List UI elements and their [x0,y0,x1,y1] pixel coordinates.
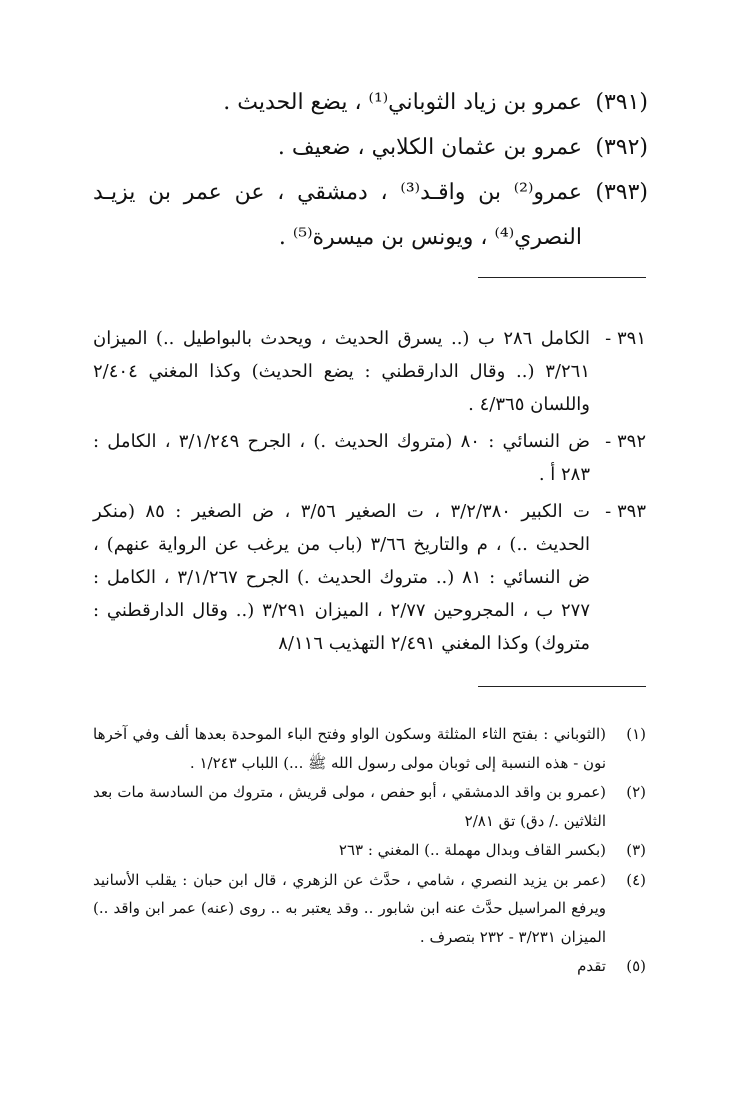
footnote-number: (٥) [626,957,646,975]
footnote-text: تقدم [577,957,606,975]
reference-392 [93,425,646,491]
reference-text: الكامل ٢٨٦ ب (.. يسرق الحديث ، ويحدث بالبواطيل ..) الميزان ٣/٢٦١ (.. وقال الدارقطني : يضع الحديث) وكذا المغني ٢/٤٠٤ واللسان ٤/٣٦٥ . [93,328,590,415]
footnote-text: (عمر بن يزيد النصري ، شامي ، حدَّث عن الزهري ، قال ابن حبان : يقلب الأسانيد ويرفع المراسيل حدَّث عنه ابن شابور .. وقد يعتبر به .. روى (عنه) عمر ابن واقد ..) الميزان ٣/٢٣١ - ٢٣٢ بتصرف . [93,870,606,946]
footnote-number: (٣) [626,841,646,859]
reference-393 [93,495,646,660]
reference-number: ٣٩٢ - [605,431,646,452]
reference-text: ض النسائي : ٨٠ (متروك الحديث .) ، الجرح ٣/١/٢٤٩ ، الكامل : ٢٨٣ أ . [93,431,590,485]
footnote-5 [93,952,646,981]
divider [478,277,646,278]
main-entries [93,80,648,260]
reference-number: ٣٩٣ - [605,501,646,522]
footnote-text: (عمرو بن واقد الدمشقي ، أبو حفص ، مولى قريش ، متروك من السادسة مات بعد الثلاثين ./ دق) تق ٢/٨١ [93,783,606,830]
footnote-2 [93,778,646,835]
reference-text: ت الكبير ٣/٢/٣٨٠ ، ت الصغير ٣/٥٦ ، ض الصغير : ٨٥ (منكر الحديث ..) ، م والتاريخ ٣/٦٦ (باب من يرغب عن الرواية عنهم) ، ض النسائي : ٨١ (.. متروك الحديث .) الجرح ٣/١/٢٦٧ ، الكامل : ٢٧٧ ب ، المجروحين ٢/٧٧ ، الميزان ٣/٢٩١ (.. وقال الدارقطني : متروك) وكذا المغني ٢/٤٩١ التهذيب ٨/١١٦ [93,501,591,654]
reference-391 [93,322,646,421]
footnote-text: (بكسر القاف وبدال مهملة ..) المغني : ٢٦٣ [338,841,606,859]
entry-392 [93,125,648,170]
entry-number: (٣٩٣) [595,180,648,205]
entry-393 [93,170,648,260]
entry-text: عمرو⁽²⁾ بن واقـد⁽³⁾ ، دمشقي ، عن عمر بن يزيـد النصري⁽⁴⁾ ، ويونس بن ميسرة⁽⁵⁾ . [93,180,582,250]
footnote-number: (٤) [626,870,646,889]
footnote-4 [93,866,646,952]
divider [478,686,646,687]
footnote-number: (١) [626,725,646,743]
reference-number: ٣٩١ - [605,328,646,349]
footnote-3 [93,836,646,865]
footnote-1 [93,720,646,777]
entry-number: (٣٩١) [595,90,648,115]
footnote-text: (الثوباني : بفتح الثاء المثلثة وسكون الواو وفتح الباء الموحدة بعدها ألف وفي آخرها نون - هذه النسبة إلى ثوبان مولى رسول الله ﷺ ...) اللباب ١/٢٤٣ . [93,725,606,772]
entry-text: عمرو بن عثمان الكلابي ، ضعيف . [277,135,582,160]
entry-text: عمرو بن زياد الثوباني⁽¹⁾ ، يضع الحديث . [223,90,582,115]
entry-number: (٣٩٢) [595,135,648,160]
reference-notes [93,322,646,664]
footnotes [93,720,646,982]
entry-391 [93,80,648,125]
footnote-number: (٢) [626,783,646,801]
